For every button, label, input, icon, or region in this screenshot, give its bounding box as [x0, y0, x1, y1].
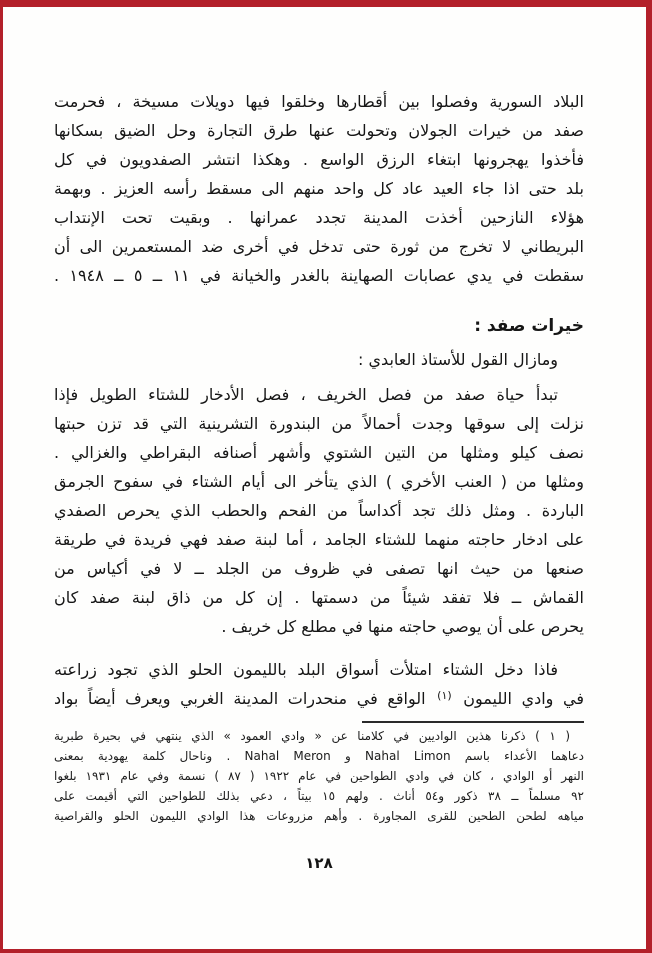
text-segment: في وادي الليمون [463, 689, 584, 708]
text-column [54, 87, 584, 872]
section-heading: خيرات صفد : [474, 316, 584, 336]
text-line: على ادخار حاجته منهما للشتاء الجامد ، أما لبنة صفد فهي فريدة في طريقة [54, 530, 584, 549]
text-line: ومثلها من ( العنب الأخري ) الذي يتأخر الى أيام الشتاء في سفوح الجرمق [54, 472, 584, 491]
page-number: ١٢٨ [305, 854, 333, 872]
text-line: فأخذوا يهجرونها ابتغاء الرزق الواسع . وهكذا انتشر الصفدويون في كل [54, 150, 584, 169]
footnote-block [54, 726, 584, 826]
footnote-separator-rule [362, 721, 584, 723]
footnote-line: ( ١ ) ذكرنا هذين الواديين في كلامنا عن « وادي العمود » الذي ينتهي في بحيرة طبرية [54, 729, 570, 743]
paragraph-continuation [54, 87, 584, 290]
text-line: بلد حتى اذا جاء العيد عاد كل واحد منهم الى مسقط رأسه العزيز . وبهمة [54, 179, 584, 198]
text-line: فاذا دخل الشتاء امتلأت أسواق البلد بالليمون الحلو الذي تجود زراعته [54, 660, 558, 679]
text-line: سقطت في يدي عصابات الصهاينة بالغدر والخيانة في ١١ ــ ٥ ــ ١٩٤٨ . [54, 266, 585, 285]
text-line: الباردة . ومثل ذلك تجد أكداساً من الفحم والحطب الذي يحرص الصفدي [54, 501, 584, 520]
footnote-line: النهر أو الوادي ، كان في وادي الطواحين في عام ١٩٢٢ ( ٨٧ ) نسمة وفي عام ١٩٣١ بلغوا [54, 769, 585, 783]
footnote-reference-marker: (١) [437, 689, 452, 702]
footnote-line: ٩٢ مسلماً ــ ٣٨ ذكور و٥٤ أناث . ولهم ١٥ بيتاً ، دعي بذلك للطواحين التي أقيمت على [54, 789, 584, 803]
paragraph-safad-life [54, 380, 584, 641]
text-line: البريطاني لا تخرج من ثورة حتى تدخل في أخرى ضد المستعمرين الى أن [54, 237, 584, 256]
text-line: نصف كيلو ومثلها من التين الشتوي وأشهر أصنافه البقراطي والغزالي . [54, 443, 584, 462]
text-line-with-footnote-ref [54, 684, 584, 715]
text-line: نزلت إلى سوقها وجدت أحمالاً من البندورة التشرينية التي قد تزن حبتها [54, 414, 584, 433]
text-line: هؤلاء النازحين أخذت المدينة تجدد عمرانها . وبقيت تحت الإنتداب [54, 208, 584, 227]
intro-line: ومازال القول للأستاذ العابدي : [358, 350, 558, 369]
text-line: البلاد السورية وفصلوا بين أقطارها وخلقوا فيها دويلات مسيخة ، فحرمت [54, 92, 584, 111]
paragraph-winter-lemons [54, 655, 584, 715]
footnote-line: دعاهما الأعداء باسم Nahal Limon و Nahal Meron . وناحال كلمة يهودية بمعنى [54, 749, 585, 763]
text-line: تبدأ حياة صفد من فصل الخريف ، فصل الأدخار للشتاء الطويل فإذا [54, 385, 558, 404]
footnote-line: مياهه لطحن الطحين للقرى المجاورة . وأهم مزروعات هذا الوادي الليمون الحلو والقراصية [54, 809, 584, 823]
text-segment: الواقع في منحدرات المدينة الغربي ويعرف أيضاً بواد [54, 689, 426, 708]
text-line: يحرص على أن يوصي حاجته منها في مطلع كل خريف . [221, 617, 584, 636]
text-line: صفد من خيرات الجولان وتحولت عنها طرق التجارة وحل الضيق بسكانها [54, 121, 584, 140]
text-line: القماش ــ فلا تفقد شيئاً من دسمتها . إن كل من ذاق لبنة صفد كان [54, 588, 584, 607]
text-line: صنعها من حيث انها تصفى في ظروف من الجلد ــ لا في أكياس من [54, 559, 584, 578]
